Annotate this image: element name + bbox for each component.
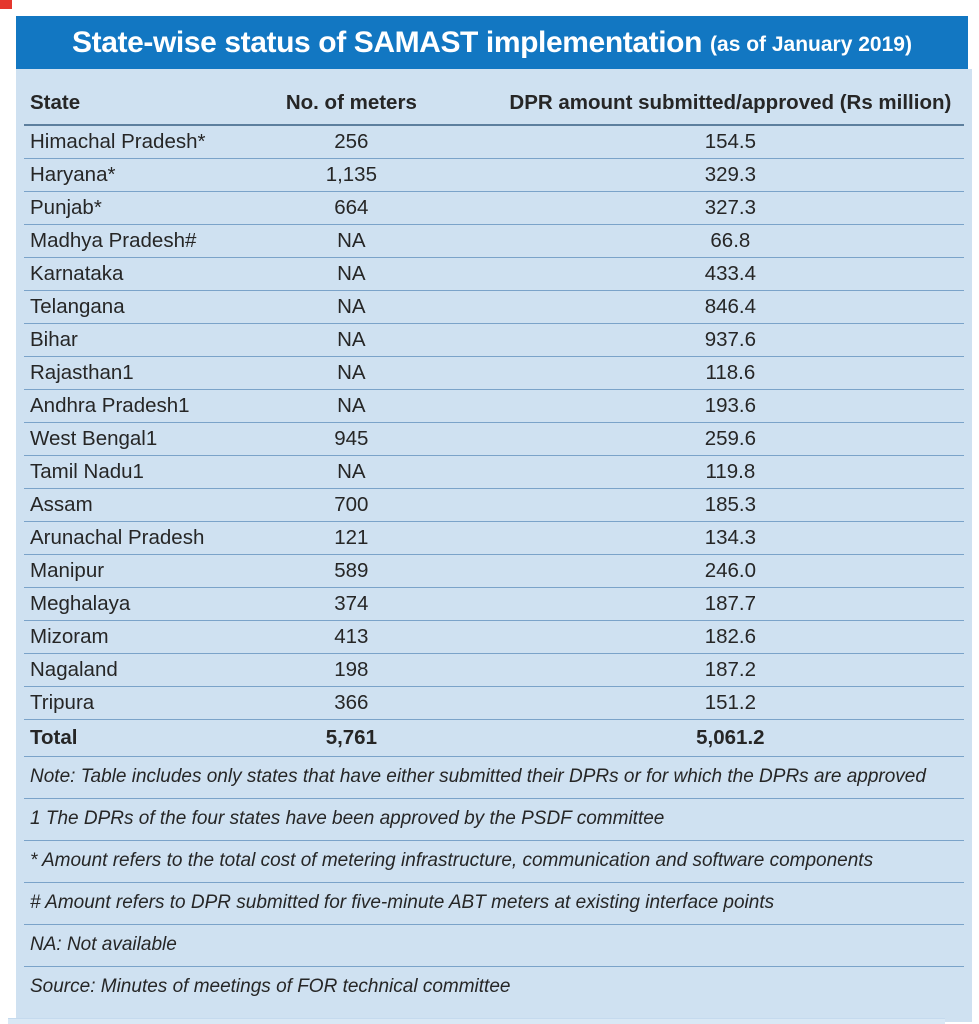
meters-value: 1,135 (206, 158, 497, 191)
dpr-value: 66.8 (497, 224, 964, 257)
meters-value: NA (206, 290, 497, 323)
table-header-row (24, 69, 964, 125)
dpr-value: 193.6 (497, 389, 964, 422)
table-row (24, 323, 964, 356)
dpr-value: 118.6 (497, 356, 964, 389)
figure-subtitle: (as of January 2019) (710, 32, 912, 56)
dpr-value: 329.3 (497, 158, 964, 191)
footnotes-section (24, 757, 964, 1008)
meters-value: NA (206, 389, 497, 422)
dpr-value: 154.5 (497, 125, 964, 158)
table-row (24, 290, 964, 323)
meters-value: 198 (206, 653, 497, 686)
footnote-note: Note: Table includes only states that have either submitted their DPRs or for which the DPRs are approved (24, 757, 964, 799)
table-row (24, 455, 964, 488)
state-name: Tamil Nadu1 (24, 455, 206, 488)
column-header-meters: No. of meters (206, 69, 497, 125)
table-row (24, 125, 964, 158)
meters-value: 664 (206, 191, 497, 224)
state-name: Telangana (24, 290, 206, 323)
state-name: Karnataka (24, 257, 206, 290)
total-meters-value: 5,761 (206, 719, 497, 756)
meters-value: NA (206, 455, 497, 488)
samast-data-table (24, 69, 964, 757)
state-name: Punjab* (24, 191, 206, 224)
state-name: Nagaland (24, 653, 206, 686)
table-row (24, 224, 964, 257)
table-row (24, 257, 964, 290)
dpr-value: 327.3 (497, 191, 964, 224)
dpr-value: 151.2 (497, 686, 964, 719)
dpr-value: 846.4 (497, 290, 964, 323)
footnote-asterisk: * Amount refers to the total cost of metering infrastructure, communication and software components (24, 841, 964, 883)
meters-value: NA (206, 224, 497, 257)
dpr-value: 182.6 (497, 620, 964, 653)
dpr-value: 246.0 (497, 554, 964, 587)
total-label: Total (24, 719, 206, 756)
figure-title: State-wise status of SAMAST implementation (72, 25, 703, 59)
total-dpr-value: 5,061.2 (497, 719, 964, 756)
state-name: Arunachal Pradesh (24, 521, 206, 554)
meters-value: NA (206, 323, 497, 356)
dpr-value: 187.2 (497, 653, 964, 686)
table-row (24, 356, 964, 389)
footnote-hash: # Amount refers to DPR submitted for five-minute ABT meters at existing interface points (24, 883, 964, 925)
state-name: Himachal Pradesh* (24, 125, 206, 158)
table-row (24, 521, 964, 554)
dpr-value: 937.6 (497, 323, 964, 356)
meters-value: 589 (206, 554, 497, 587)
dpr-value: 134.3 (497, 521, 964, 554)
state-name: Haryana* (24, 158, 206, 191)
state-name: Tripura (24, 686, 206, 719)
table-row (24, 158, 964, 191)
dpr-value: 119.8 (497, 455, 964, 488)
scan-artifact-red-mark (0, 0, 12, 9)
table-row (24, 191, 964, 224)
meters-value: 945 (206, 422, 497, 455)
table-row (24, 653, 964, 686)
state-name: Andhra Pradesh1 (24, 389, 206, 422)
meters-value: 256 (206, 125, 497, 158)
state-name: Assam (24, 488, 206, 521)
state-name: Meghalaya (24, 587, 206, 620)
meters-value: 700 (206, 488, 497, 521)
footnote-1-psdf: 1 The DPRs of the four states have been approved by the PSDF committee (24, 799, 964, 841)
meters-value: 366 (206, 686, 497, 719)
title-bar (16, 16, 968, 69)
next-figure-edge-strip (8, 1018, 945, 1024)
state-name: Mizoram (24, 620, 206, 653)
table-row (24, 587, 964, 620)
table-row (24, 686, 964, 719)
dpr-value: 185.3 (497, 488, 964, 521)
table-total-row (24, 719, 964, 756)
column-header-state: State (24, 69, 206, 125)
footnote-na: NA: Not available (24, 925, 964, 967)
table-row (24, 389, 964, 422)
dpr-value: 433.4 (497, 257, 964, 290)
dpr-value: 187.7 (497, 587, 964, 620)
table-row (24, 554, 964, 587)
source-line: Source: Minutes of meetings of FOR technical committee (30, 975, 511, 997)
dpr-value: 259.6 (497, 422, 964, 455)
state-name: West Bengal1 (24, 422, 206, 455)
table-panel (16, 69, 972, 1022)
state-name: Bihar (24, 323, 206, 356)
meters-value: 413 (206, 620, 497, 653)
meters-value: 374 (206, 587, 497, 620)
state-name: Manipur (24, 554, 206, 587)
samast-status-figure (16, 16, 968, 1022)
table-row (24, 488, 964, 521)
meters-value: 121 (206, 521, 497, 554)
meters-value: NA (206, 356, 497, 389)
state-name: Madhya Pradesh# (24, 224, 206, 257)
meters-value: NA (206, 257, 497, 290)
column-header-dpr-amount: DPR amount submitted/approved (Rs million) (497, 69, 964, 125)
state-name: Rajasthan1 (24, 356, 206, 389)
table-row (24, 422, 964, 455)
table-row (24, 620, 964, 653)
